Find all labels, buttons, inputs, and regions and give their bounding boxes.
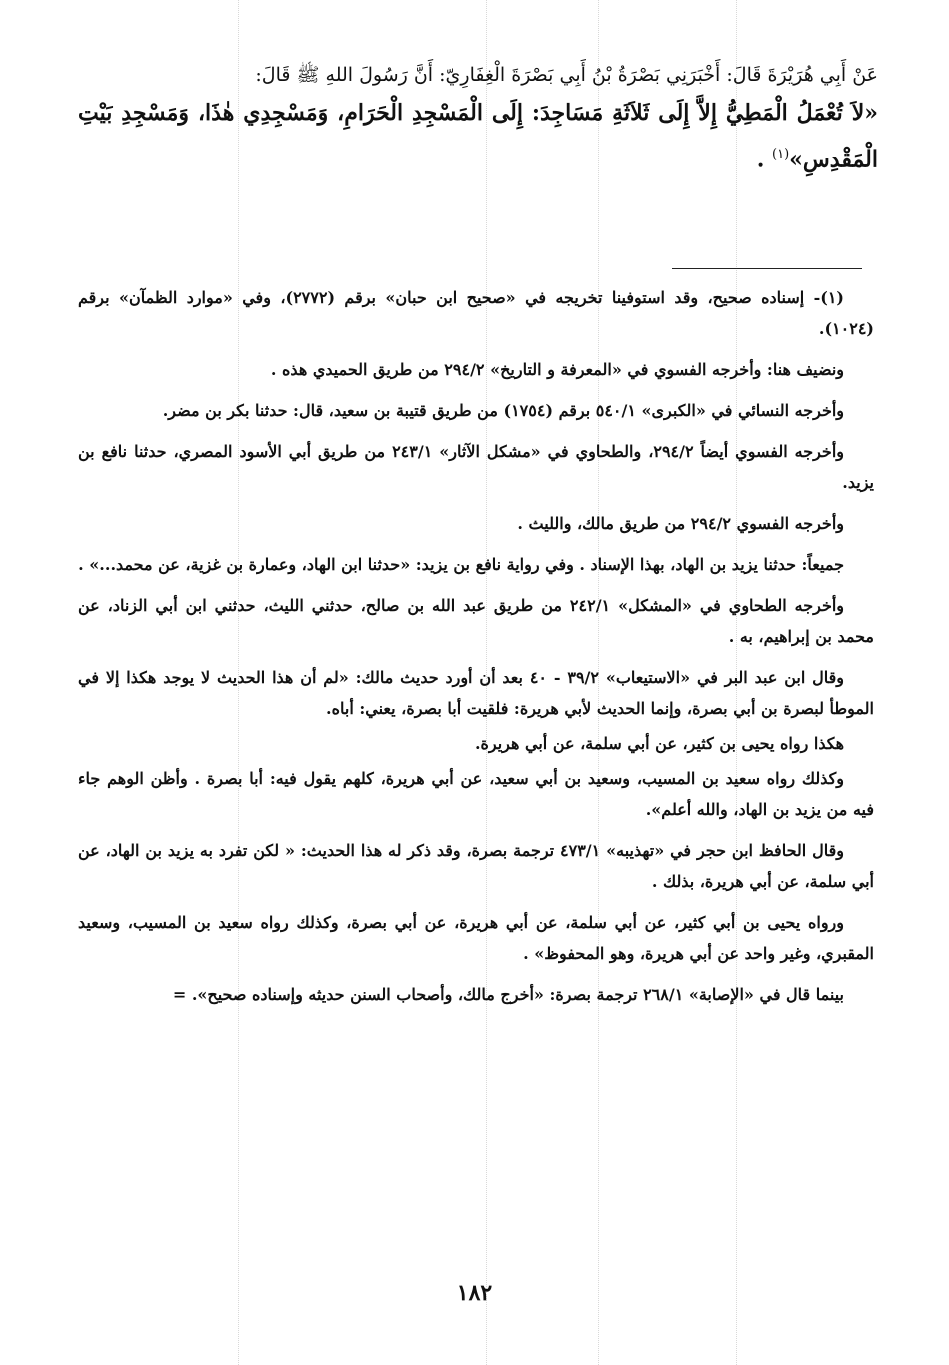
- hadith-intro: عَنْ أَبِي هُرَيْرَةَ قَالَ: أَخْبَرَنِي بَصْرَةُ بْنُ أَبِي بَصْرَةَ الْغِفَارِيّ: أَنَّ رَسُولَ اللهِ ﷺ قَالَ:: [255, 64, 878, 86]
- footnote-paragraph: وقال الحافظ ابن حجر في «تهذيبه» ٤٧٣/١ ترجمة بصرة، وقد ذكر له هذا الحديث: « لكن تفرد به يزيد بن الهاد، عن أبي سلمة، عن أبي هريرة، بذلك .: [78, 841, 874, 891]
- footnote-paragraph: وأخرجه الطحاوي في «المشكل» ٢٤٢/١ من طريق عبد الله بن صالح، حدثني الليث، حدثني ابن أبي الزناد، عن محمد بن إبراهيم، به .: [78, 596, 874, 646]
- footnote-paragraph: هكذا رواه يحيى بن كثير، عن أبي سلمة، عن أبي هريرة.: [474, 734, 844, 753]
- footnotes: [78, 282, 874, 1020]
- page-number: ١٨٢: [456, 1280, 493, 1306]
- footnote-paragraph: وكذلك رواه سعيد بن المسيب، وسعيد بن أبي سعيد، عن أبي هريرة، كلهم يقول فيه: أبا بصرة . وأظن الوهم جاء فيه من يزيد بن الهاد، والله أعلم».: [78, 769, 874, 819]
- footnote-reference: (١): [772, 147, 790, 162]
- footnote-paragraph: (١)- إسناده صحيح، وقد استوفينا تخريجه في «صحيح ابن حبان» برقم (٢٧٧٢)، وفي «موارد الظمآن» برقم (١٠٢٤).: [78, 288, 874, 338]
- footnote-paragraph: وأخرجه النسائي في «الكبرى» ٥٤٠/١ برقم (١٧٥٤) من طريق قتيبة بن سعيد، قال: حدثنا بكر بن مضر.: [162, 401, 844, 420]
- hadith-matn: «لاَ تُعْمَلُ الْمَطِيُّ إِلاَّ إِلَى ثَلاَثَةِ مَسَاجِدَ: إِلَى الْمَسْجِدِ الْحَرَامِ، وَمَسْجِدِي هٰذَا، وَمَسْجِدِ بَيْتِ الْمَقْدِسِ»: [78, 100, 878, 173]
- footnote-paragraph: بينما قال في «الإصابة» ٢٦٨/١ ترجمة بصرة: «أخرج مالك، وأصحاب السنن حديثه وإسناده صحيح». =: [172, 985, 844, 1004]
- footnote-divider: [672, 268, 862, 269]
- footnote-paragraph: ونضيف هنا: وأخرجه الفسوي في «المعرفة و التاريخ» ٢٩٤/٢ من طريق الحميدي هذه .: [270, 360, 844, 379]
- footnote-paragraph: جميعاً: حدثنا يزيد بن الهاد، بهذا الإسناد . وفي رواية نافع بن يزيد: «حدثنا ابن الهاد، وعمارة بن غزية، عن محمد...» .: [78, 555, 844, 574]
- hadith-block: [78, 58, 878, 180]
- footnote-paragraph: ورواه يحيى بن أبي كثير، عن أبي سلمة، عن أبي هريرة، عن أبي بصرة، وكذلك رواه سعيد بن المسيب، وسعيد المقبري، وغير واحد عن أبي هريرة، وهو المحفوظ» .: [78, 913, 874, 963]
- footnote-paragraph: وقال ابن عبد البر في «الاستيعاب» ٣٩/٢ - ٤٠ بعد أن أورد حديث مالك: «لم أن هذا الحديث لا يوجد هكذا إلا في الموطأ لبصرة بن أبي بصرة، وإنما الحديث لأبي هريرة: فلقيت أبا بصرة، يعني: أباه.: [78, 668, 874, 718]
- footnote-paragraph: وأخرجه الفسوي ٢٩٤/٢ من طريق مالك، والليث .: [517, 514, 844, 533]
- footnote-paragraph: وأخرجه الفسوي أيضاً ٢٩٤/٢، والطحاوي في «مشكل الآثار» ٢٤٣/١ من طريق أبي الأسود المصري، حدثنا نافع بن يزيد.: [78, 442, 874, 492]
- hadith-text: «لاَ تُعْمَلُ الْمَطِيُّ إِلاَّ إِلَى ثَلاَثَةِ مَسَاجِدَ: إِلَى الْمَسْجِدِ الْحَرَامِ، وَمَسْجِدِي هٰذَا، وَمَسْجِدِ بَيْتِ الْمَقْدِسِ»$^{(١)}$ .: [78, 100, 878, 173]
